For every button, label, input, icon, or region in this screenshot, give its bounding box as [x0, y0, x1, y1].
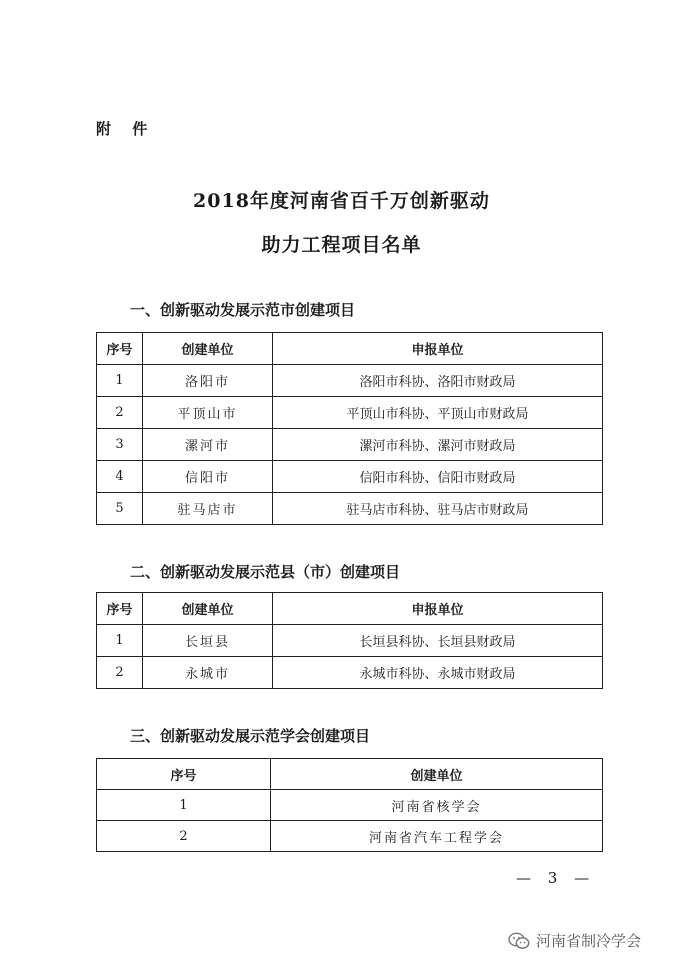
watermark-text: 河南省制冷学会 — [536, 932, 642, 950]
table-row — [97, 365, 603, 397]
cell-index: 1 — [97, 625, 143, 657]
table-row — [97, 397, 603, 429]
cell-index: 4 — [97, 461, 143, 493]
cell-unit: 河南省核学会 — [271, 790, 603, 821]
cell-applicant: 驻马店市科协、驻马店市财政局 — [273, 493, 603, 525]
table-row — [97, 625, 603, 657]
page-number: — 3 — — [516, 869, 596, 887]
col-header-index: 序号 — [97, 759, 271, 790]
cell-unit: 河南省汽车工程学会 — [271, 821, 603, 852]
cell-applicant: 信阳市科协、信阳市财政局 — [273, 461, 603, 493]
col-header-applicant: 申报单位 — [273, 333, 603, 365]
cell-unit: 平顶山市 — [143, 397, 273, 429]
section3-heading: 三、创新驱动发展示范学会创建项目 — [130, 727, 371, 745]
table-row — [97, 429, 603, 461]
cell-index: 5 — [97, 493, 143, 525]
cell-index: 2 — [97, 397, 143, 429]
document-subtitle: 助力工程项目名单 — [261, 234, 422, 256]
table-row — [97, 821, 603, 852]
cell-applicant: 洛阳市科协、洛阳市财政局 — [273, 365, 603, 397]
cell-applicant: 长垣县科协、长垣县财政局 — [273, 625, 603, 657]
cell-index: 2 — [97, 821, 271, 852]
cell-unit: 驻马店市 — [143, 493, 273, 525]
table-row — [97, 657, 603, 689]
col-header-applicant: 申报单位 — [273, 593, 603, 625]
section2-table — [96, 592, 603, 689]
table-row — [97, 790, 603, 821]
section1-heading: 一、创新驱动发展示范市创建项目 — [130, 301, 356, 319]
col-header-unit: 创建单位 — [271, 759, 603, 790]
cell-index: 1 — [97, 365, 143, 397]
section3-table — [96, 758, 603, 852]
table-row — [97, 461, 603, 493]
document-title: 2018年度河南省百千万创新驱动 — [193, 190, 490, 212]
cell-applicant: 漯河市科协、漯河市财政局 — [273, 429, 603, 461]
cell-index: 2 — [97, 657, 143, 689]
table-header-row — [97, 593, 603, 625]
cell-applicant: 平顶山市科协、平顶山市财政局 — [273, 397, 603, 429]
cell-unit: 漯河市 — [143, 429, 273, 461]
cell-index: 1 — [97, 790, 271, 821]
cell-unit: 洛阳市 — [143, 365, 273, 397]
cell-unit: 信阳市 — [143, 461, 273, 493]
col-header-unit: 创建单位 — [143, 593, 273, 625]
table-header-row — [97, 759, 603, 790]
cell-index: 3 — [97, 429, 143, 461]
cell-unit: 长垣县 — [143, 625, 273, 657]
col-header-index: 序号 — [97, 593, 143, 625]
col-header-unit: 创建单位 — [143, 333, 273, 365]
cell-unit: 永城市 — [143, 657, 273, 689]
col-header-index: 序号 — [97, 333, 143, 365]
wechat-icon — [508, 932, 530, 950]
table-row — [97, 493, 603, 525]
attachment-label: 附 件 — [96, 120, 156, 138]
cell-applicant: 永城市科协、永城市财政局 — [273, 657, 603, 689]
table-header-row — [97, 333, 603, 365]
section1-table — [96, 332, 603, 525]
watermark — [508, 930, 641, 951]
section2-heading: 二、创新驱动发展示范县（市）创建项目 — [130, 563, 401, 581]
